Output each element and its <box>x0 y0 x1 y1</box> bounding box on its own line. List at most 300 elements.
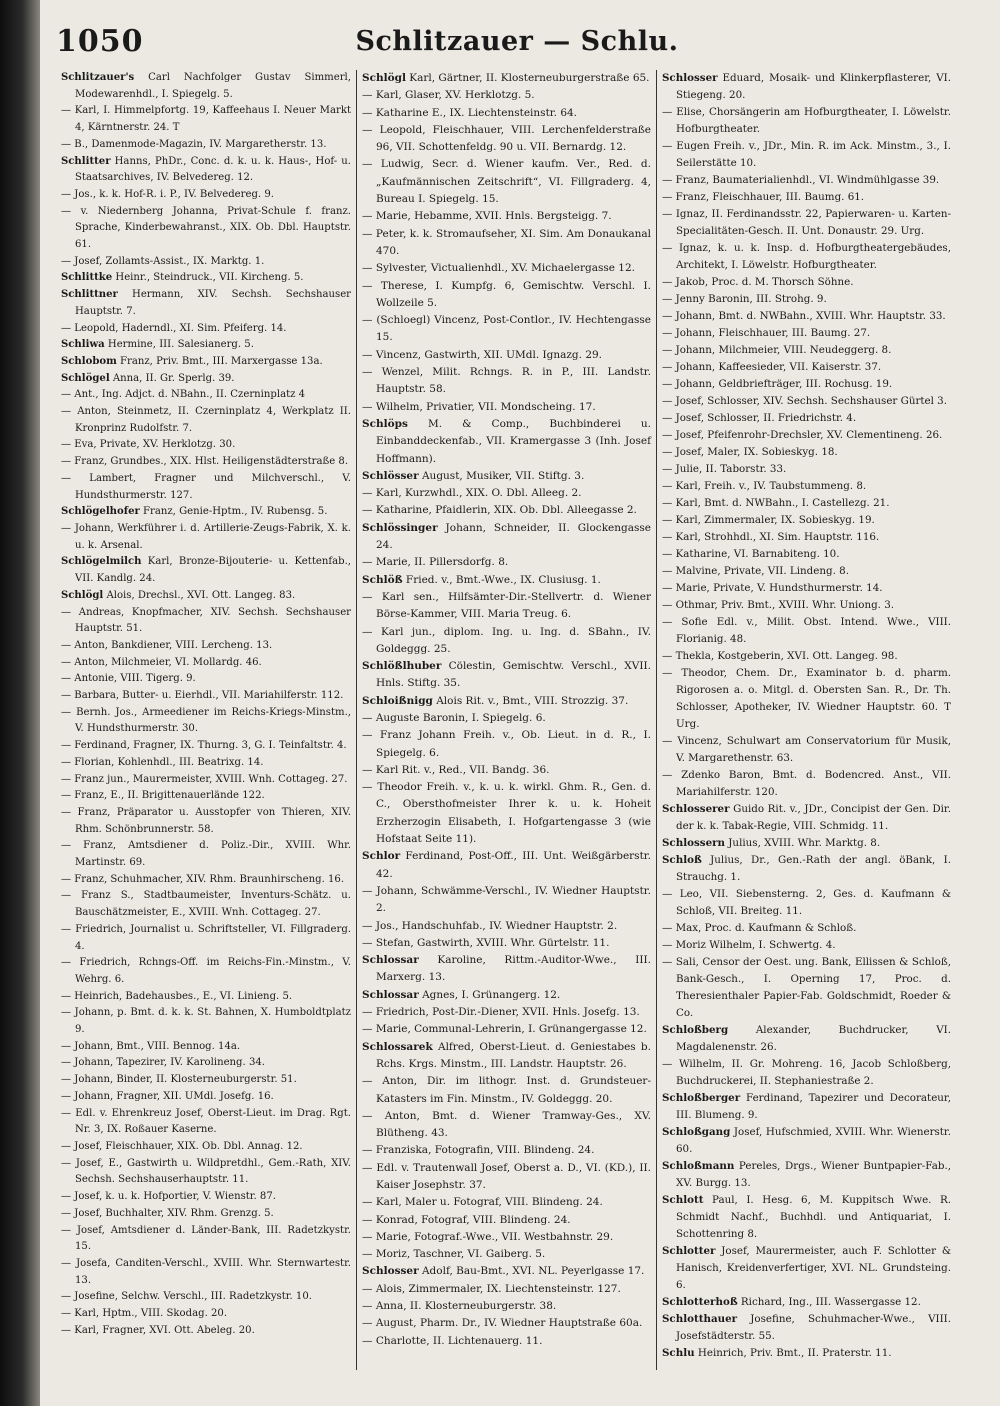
entry-text: — Josef, Amtsdiener d. Länder-Bank, III. Radetzkystr. 15. <box>61 1224 351 1253</box>
directory-entry <box>61 437 351 454</box>
directory-entry <box>362 1073 651 1108</box>
entry-text: — Jos., Handschuhfab., IV. Wiedner Hauptstr. 2. <box>362 919 618 932</box>
directory-entry <box>662 359 951 376</box>
entry-text: — Karl, Kurzwhdl., XIX. O. Dbl. Alleeg. 2. <box>362 487 582 500</box>
entry-text: — Anna, II. Klosterneuburgerstr. 38. <box>362 1300 557 1313</box>
entry-surname: Schlossar <box>362 954 419 967</box>
entry-text: — Karl, I. Himmelpfortg. 19, Kaffeehaus I. Neuer Markt 4, Kärntnerstr. 24. T <box>61 105 351 134</box>
directory-entry <box>61 1156 351 1189</box>
entry-surname: Schlittke <box>61 272 113 284</box>
entry-text: — Vincenz, Gastwirth, XII. UMdl. Ignazg. 29. <box>362 348 603 361</box>
entry-text: — Karl, Freih. v., IV. Taubstummeng. 8. <box>662 480 867 492</box>
directory-entry <box>61 1323 351 1340</box>
entry-text: — Ludwig, Secr. d. Wiener kaufm. Ver., Red. d. „Kaufmännischen Zeitschrift“, VI. Fillgraderg. 4, Bureau I. Spiegelg. 15. <box>362 158 651 206</box>
directory-entry <box>662 1158 951 1192</box>
directory-entry <box>362 1263 651 1280</box>
entry-text: — Karl, Zimmermaler, IX. Sobieskyg. 19. <box>662 514 875 526</box>
directory-entry <box>362 624 651 659</box>
directory-entry <box>362 278 651 313</box>
entry-text: — Josefa, Canditen-Verschl., XVIII. Whr. Sternwartestr. 13. <box>61 1257 351 1286</box>
entry-text: — Wilhelm, II. Gr. Mohreng. 16, Jacob Schloßberg, Buchdruckerei, II. Stephaniestraße 2. <box>662 1058 951 1087</box>
entry-text: Carl Nachfolger Gustav Simmerl, Modewarenhdl., I. Spiegelg. 5. <box>75 72 351 100</box>
entry-text: — Franz Johann Freih. v., Ob. Lieut. in d. R., I. Spiegelg. 6. <box>362 729 651 759</box>
entry-text: Karl, Gärtner, II. Klosterneuburgerstraße 65. <box>405 72 650 84</box>
directory-entry <box>61 504 351 521</box>
entry-text: — Ant., Ing. Adjct. d. NBahn., II. Czerninplatz 4 <box>61 389 306 401</box>
directory-entry <box>61 805 351 838</box>
entry-surname: Schlitter <box>61 155 111 167</box>
entry-text: — Franz, Fleischhauer, III. Baumg. 61. <box>662 191 865 203</box>
directory-entry <box>662 512 951 529</box>
entry-text: Josef, Maurermeister, auch F. Schlotter & Hanisch, Kreidenverfertiger, XVI. NL. Grundsteing. 6. <box>676 1245 951 1291</box>
directory-entry <box>662 206 951 240</box>
directory-entry <box>61 705 351 738</box>
entry-text: Ferdinand, Tapezirer und Decorateur, III. Blumeng. 9. <box>676 1092 951 1121</box>
directory-entry <box>662 325 951 342</box>
page-header <box>56 22 978 70</box>
directory-entry <box>662 138 951 172</box>
entry-surname: Schlossarek <box>362 1040 433 1053</box>
entry-text: — Johann, Binder, II. Klosterneuburgerstr. 51. <box>61 1074 297 1086</box>
entry-text: Richard, Ing., III. Wassergasse 12. <box>737 1296 921 1308</box>
directory-entry <box>61 1039 351 1056</box>
entry-text: Franz, Priv. Bmt., III. Marxergasse 13a. <box>116 355 323 367</box>
directory-entry <box>61 1055 351 1072</box>
entry-text: — Josefine, Selchw. Verschl., III. Radetzkystr. 10. <box>61 1291 312 1303</box>
directory-entry <box>362 883 651 918</box>
entry-text: — Johann, Fragner, XII. UMdl. Josefg. 16. <box>61 1090 274 1102</box>
directory-entry <box>61 1089 351 1106</box>
entry-surname: Schlögelmilch <box>61 556 142 568</box>
entry-surname: Schlossar <box>362 988 419 1001</box>
entry-text: — Karl jun., diplom. Ing. u. Ing. d. SBahn., IV. Goldeggg. 25. <box>362 625 651 655</box>
entry-text: — Johann, Bmt., VIII. Bennog. 14a. <box>61 1040 241 1052</box>
entry-surname: Schlosserer <box>662 803 730 815</box>
directory-entry <box>362 572 651 589</box>
directory-entry <box>662 886 951 920</box>
directory-entry <box>662 801 951 835</box>
directory-entry <box>662 495 951 512</box>
directory-entry <box>61 922 351 955</box>
entry-text: Fried. v., Bmt.-Wwe., IX. Clusiusg. 1. <box>402 573 601 586</box>
directory-entry <box>61 137 351 154</box>
directory-entry <box>61 671 351 688</box>
directory-entry <box>662 648 951 665</box>
directory-entry <box>362 1281 651 1298</box>
entry-text: — Johann, Werkführer i. d. Artillerie-Zeugs-Fabrik, X. k. u. k. Arsenal. <box>61 522 351 551</box>
entry-text: — Johann, Milchmeier, VIII. Neudeggerg. 8. <box>662 344 892 356</box>
directory-entry <box>362 710 651 727</box>
entry-surname: Schloßberger <box>662 1092 741 1104</box>
directory-entry <box>362 779 651 848</box>
directory-entry <box>61 387 351 404</box>
directory-entry <box>362 693 651 710</box>
directory-entry <box>362 1108 651 1143</box>
entry-text: — Johann, p. Bmt. d. k. k. St. Bahnen, X. Humboldtplatz 9. <box>61 1007 351 1036</box>
entry-surname: Schloßmann <box>662 1160 735 1172</box>
entry-text: — Florian, Kohlenhdl., III. Beatrixg. 14. <box>61 756 264 768</box>
entry-text: — Johann, Tapezirer, IV. Karolineng. 34. <box>61 1057 265 1069</box>
directory-entry <box>61 471 351 504</box>
directory-entry <box>662 1345 951 1362</box>
entry-text: — Leopold, Haderndl., XI. Sim. Pfeiferg. 14. <box>61 322 287 334</box>
directory-entry <box>362 1315 651 1332</box>
entry-text: — Edl. v. Ehrenkreuz Josef, Oberst-Lieut. im Drag. Rgt. Nr. 3, IX. Roßauer Kaserne. <box>61 1107 351 1136</box>
directory-entry <box>61 270 351 287</box>
directory-entry <box>662 529 951 546</box>
directory-entry <box>362 952 651 987</box>
entry-text: Johann, Schneider, II. Glockengasse 24. <box>376 521 651 552</box>
directory-entry <box>362 260 651 277</box>
entry-text: — Ignaz, k. u. k. Insp. d. Hofburgtheatergebäudes, Architekt, I. Löwelstr. Hofburgtheater. <box>662 242 951 271</box>
entry-text: — Franz, Grundbes., XIX. Hlst. Heiligenstädterstraße 8. <box>61 456 349 468</box>
entry-text: — Anton, Bankdiener, VIII. Lercheng. 13. <box>61 639 273 651</box>
directory-entry <box>61 605 351 638</box>
entry-text: — Marie, Communal-Lehrerin, I. Grünangergasse 12. <box>362 1023 647 1036</box>
directory-entry <box>61 287 351 320</box>
entry-text: Alfred, Oberst-Lieut. d. Geniestabes b. Rchs. Krgs. Minstm., III. Landstr. Hauptstr. 26. <box>376 1040 651 1070</box>
directory-entry <box>662 393 951 410</box>
directory-entry <box>662 1294 951 1311</box>
directory-entry <box>662 546 951 563</box>
entry-text: — Lambert, Fragner und Milchverschl., V. Hundsthurmerstr. 127. <box>61 472 351 501</box>
directory-entry <box>662 189 951 206</box>
directory-entry <box>61 755 351 772</box>
entry-text: Pereles, Drgs., Wiener Buntpapier-Fab., XV. Burgg. 13. <box>676 1160 951 1189</box>
directory-entry <box>61 1072 351 1089</box>
entry-text: — Johann, Geldbriefträger, III. Rochusg. 19. <box>662 378 893 390</box>
directory-entry <box>362 416 651 468</box>
directory-entry <box>662 1192 951 1243</box>
entry-text: — Johann, Fleischhauer, III. Baumg. 27. <box>662 327 871 339</box>
directory-entry <box>61 154 351 187</box>
directory-entry <box>662 240 951 274</box>
directory-entry <box>61 655 351 672</box>
entry-text: — Leopold, Fleischhauer, VIII. Lerchenfelderstraße 96, VII. Schottenfeldg. 90 u. VII. Bernardg. 12. <box>362 123 651 154</box>
column-2 <box>356 70 656 1370</box>
directory-entry <box>662 937 951 954</box>
directory-entry <box>61 788 351 805</box>
directory-entry <box>362 935 651 952</box>
entry-text: — Friedrich, Post-Dir.-Diener, XVII. Hnls. Josefg. 13. <box>362 1006 640 1019</box>
entry-text: Eduard, Mosaik- und Klinkerpflasterer, VI. Stiegeng. 20. <box>676 72 951 101</box>
directory-entry <box>662 614 951 648</box>
directory-entry <box>61 337 351 354</box>
directory-entry <box>662 444 951 461</box>
entry-text: — Theodor Freih. v., k. u. k. wirkl. Ghm. R., Gen. d. C., Obersthofmeister Ihrer k. u. k. Hoheit Erzherzogin Elisabeth, I. Hofgartengasse 3 (wie Hofstaat Seite 11). <box>362 781 651 846</box>
entry-text: — Josef, Zollamts-Assist., IX. Marktg. 1. <box>61 255 265 267</box>
page-number: 1050 <box>56 24 144 59</box>
directory-entry <box>61 1256 351 1289</box>
entry-surname: Schlor <box>362 850 401 863</box>
entry-text: — Sofie Edl. v., Milit. Obst. Intend. Wwe., VIII. Florianig. 48. <box>662 616 951 645</box>
entry-text: Paul, I. Hesg. 6, M. Kuppitsch Wwe. R. Schmidt Nachf., Buchhdl. und Antiquariat, I. Schottenring 8. <box>676 1194 951 1240</box>
entry-text: — Vincenz, Schulwart am Conservatorium für Musik, V. Margarethenstr. 63. <box>662 735 951 764</box>
entry-surname: Schlosser <box>662 72 718 84</box>
entry-surname: Schlöß <box>362 573 403 586</box>
entry-text: — Auguste Baronin, I. Spiegelg. 6. <box>362 711 546 724</box>
entry-surname: Schlossern <box>662 837 726 849</box>
entry-text: — Thekla, Kostgeberin, XVI. Ott. Langeg. 98. <box>662 650 898 662</box>
entry-text: — Karl, Strohhdl., XI. Sim. Hauptstr. 116. <box>662 531 880 543</box>
entry-text: — Max, Proc. d. Kaufmann & Schloß. <box>662 922 857 934</box>
directory-entry <box>362 105 651 122</box>
directory-entry <box>362 727 651 762</box>
directory-entry <box>662 580 951 597</box>
entry-text: Franz, Genie-Hptm., IV. Rubensg. 5. <box>139 506 328 518</box>
entry-text: — (Schloegl) Vincenz, Post-Contlor., IV. Hechtengasse 15. <box>362 314 651 344</box>
entry-text: Hermine, III. Salesianerg. 5. <box>104 339 254 351</box>
entry-text: Heinr., Steindruck., VII. Kircheng. 5. <box>112 272 304 284</box>
entry-text: Josef, Hufschmied, XVIII. Whr. Wienerstr. 60. <box>676 1126 951 1155</box>
directory-entry <box>662 427 951 444</box>
directory-entry <box>362 1212 651 1229</box>
directory-entry <box>61 1206 351 1223</box>
directory-entry <box>362 1021 651 1038</box>
entry-text: — Anton, Steinmetz, II. Czerninplatz 4, Werkplatz II. Kronprinz Rudolfstr. 7. <box>61 406 351 434</box>
entry-text: — Katharine, Pfaidlerin, XIX. Ob. Dbl. Alleegasse 2. <box>362 504 637 517</box>
entry-text: — Leo, VII. Siebensterng. 2, Ges. d. Kaufmann & Schloß, VII. Breiteg. 11. <box>662 888 951 917</box>
column-3 <box>656 70 956 1370</box>
entry-text: — Anton, Bmt. d. Wiener Tramway-Ges., XV. Blütheng. 43. <box>362 1109 651 1140</box>
entry-text: Hermann, XIV. Sechsh. Sechshauser Hauptstr. 7. <box>75 289 351 317</box>
entry-text: — Franz S., Stadtbaumeister, Inventurs-Schätz. u. Bauschätzmeister, E., XVIII. Wnh. Cottageg. 27. <box>61 890 351 919</box>
entry-text: August, Musiker, VII. Stiftg. 3. <box>418 469 585 482</box>
directory-entry <box>362 364 651 399</box>
directory-entry <box>362 987 651 1004</box>
directory-entry <box>362 1160 651 1195</box>
directory-entry <box>362 156 651 208</box>
entry-text: — Eva, Private, XV. Herklotzg. 30. <box>61 439 236 451</box>
entry-text: — Edl. v. Trautenwall Josef, Oberst a. D., VI. (KD.), II. Kaiser Josephstr. 37. <box>362 1161 651 1191</box>
directory-entry <box>662 172 951 189</box>
entry-surname: Schlotthauer <box>662 1313 738 1325</box>
entry-text: — Eugen Freih. v., JDr., Min. R. im Ack. Minstm., 3., I. Seilerstätte 10. <box>662 140 951 169</box>
entry-text: — Moriz Wilhelm, I. Schwertg. 4. <box>662 939 836 951</box>
directory-entry <box>362 347 651 364</box>
directory-entry <box>362 87 651 104</box>
entry-surname: Schloißnigg <box>362 694 433 707</box>
directory-entry <box>61 588 351 605</box>
directory-entry <box>362 762 651 779</box>
directory-entry <box>61 404 351 437</box>
directory-entry <box>61 103 351 136</box>
directory-entry <box>61 888 351 921</box>
entry-text: — Katharine E., IX. Liechtensteinstr. 64. <box>362 106 578 119</box>
entry-text: — Karl Rit. v., Red., VII. Bandg. 36. <box>362 763 550 776</box>
entry-text: — Josef, Buchhalter, XIV. Rhm. Grenzg. 5. <box>61 1207 274 1219</box>
entry-text: Alexander, Buchdrucker, VI. Magdalenenstr. 26. <box>676 1024 951 1053</box>
entry-text: Cölestin, Gemischtw. Verschl., XVII. Hnls. Stiftg. 35. <box>376 660 651 690</box>
entry-text: — Franz, Amtsdiener d. Poliz.-Dir., XVIII. Whr. Martinstr. 69. <box>61 840 351 869</box>
entry-text: — Antonie, VIII. Tigerg. 9. <box>61 673 196 685</box>
entry-text: — Jos., k. k. Hof-R. i. P., IV. Belvedereg. 9. <box>61 188 274 200</box>
entry-text: — Karl, Maler u. Fotograf, VIII. Blindeng. 24. <box>362 1196 603 1209</box>
directory-entry <box>662 733 951 767</box>
entry-surname: Schlöps <box>362 417 408 430</box>
entry-text: — Johann, Kaffeesieder, VII. Kaiserstr. 37. <box>662 361 882 373</box>
entry-text: — Josef, Schlosser, II. Friedrichstr. 4. <box>662 412 857 424</box>
entry-text: — Stefan, Gastwirth, XVIII. Whr. Gürtelstr. 11. <box>362 936 610 949</box>
entry-surname: Schlögel <box>61 372 110 384</box>
entry-text: — B., Damenmode-Magazin, IV. Margaretherstr. 13. <box>61 138 327 150</box>
entry-text: — Wenzel, Milit. Rchngs. R. in P., III. Landstr. Hauptstr. 58. <box>362 366 651 396</box>
entry-columns <box>56 70 978 1370</box>
entry-surname: Schlu <box>662 1347 695 1359</box>
entry-text: — Ignaz, II. Ferdinandsstr. 22, Papierwaren- u. Karten-Specialitäten-Gesch. II. Unt. Donaustr. 29. Urg. <box>662 208 951 237</box>
entry-text: — Josef, Fleischhauer, XIX. Ob. Dbl. Annag. 12. <box>61 1141 303 1152</box>
entry-text: — Karl, Glaser, XV. Herklotzg. 5. <box>362 89 535 102</box>
entry-text: — Johann, Schwämme-Verschl., IV. Wiedner Hauptstr. 2. <box>362 884 651 915</box>
entry-surname: Schloßgang <box>662 1126 731 1138</box>
directory-entry <box>362 520 651 555</box>
directory-entry <box>362 468 651 485</box>
entry-text: — Johann, Bmt. d. NWBahn., XVIII. Whr. Hauptstr. 33. <box>662 310 946 322</box>
entry-text: Adolf, Bau-Bmt., XVI. NL. Peyerlgasse 17. <box>418 1265 645 1278</box>
directory-entry <box>662 342 951 359</box>
entry-text: — Karl, Hptm., VIII. Skodag. 20. <box>61 1308 228 1320</box>
entry-text: — Peter, k. k. Stromaufseher, XI. Sim. Am Donaukanal 470. <box>362 227 651 257</box>
directory-entry <box>362 1229 651 1246</box>
entry-surname: Schlosser <box>362 1265 419 1278</box>
entry-text: Josefine, Schuhmacher-Wwe., VIII. Josefstädterstr. 55. <box>676 1313 951 1342</box>
entry-text: Julius, XVIII. Whr. Marktg. 8. <box>725 837 881 849</box>
entry-surname: Schlößlhuber <box>362 660 442 673</box>
entry-text: Karoline, Rittm.-Auditor-Wwe., III. Marxerg. 13. <box>376 954 651 984</box>
directory-entry <box>662 1022 951 1056</box>
entry-text: — Wilhelm, Privatier, VII. Mondscheing. 17. <box>362 400 596 413</box>
directory-entry <box>61 688 351 705</box>
directory-entry <box>662 954 951 1022</box>
entry-text: — Moriz, Taschner, VI. Gaiberg. 5. <box>362 1248 546 1261</box>
entry-text: — Jenny Baronin, III. Strohg. 9. <box>662 293 827 305</box>
directory-entry <box>662 1311 951 1345</box>
directory-entry <box>362 1246 651 1263</box>
directory-entry <box>362 1039 651 1074</box>
directory-entry <box>362 1333 651 1350</box>
entry-text: — Marie, Private, V. Hundsthurmerstr. 14. <box>662 582 883 594</box>
directory-entry <box>61 872 351 889</box>
entry-text: — Jakob, Proc. d. M. Thorsch Söhne. <box>662 276 854 288</box>
directory-entry <box>662 920 951 937</box>
entry-text: — Anton, Dir. im lithogr. Inst. d. Grundsteuer-Katasters im Fin. Minstm., IV. Goldeggg. 20. <box>362 1075 651 1105</box>
directory-entry <box>61 254 351 271</box>
directory-entry <box>362 502 651 519</box>
entry-text: — Marie, II. Pillersdorfg. 8. <box>362 556 509 569</box>
directory-entry <box>61 70 351 103</box>
entry-text: — Karl sen., Hilfsämter-Dir.-Stellvertr. d. Wiener Börse-Kammer, VIII. Maria Treug. 6. <box>362 590 651 621</box>
directory-entry <box>662 1056 951 1090</box>
directory-entry <box>662 852 951 886</box>
directory-entry <box>662 308 951 325</box>
directory-entry <box>362 399 651 416</box>
entry-text: — Karl, Fragner, XVI. Ott. Abeleg. 20. <box>61 1324 255 1336</box>
directory-entry <box>61 838 351 871</box>
entry-text: — Franz jun., Maurermeister, XVIII. Wnh. Cottageg. 27. <box>61 773 348 785</box>
entry-text: — Theodor, Chem. Dr., Examinator b. d. pharm. Rigorosen a. o. Mitgl. d. Obersten San. R., Dr. Th. Schlosser, Apotheker, IV. Wiedner Hauptstr. 60. T Urg. <box>662 667 951 730</box>
directory-entry <box>61 738 351 755</box>
entry-text: — Franz, Schuhmacher, XIV. Rhm. Braunhirscheng. 16. <box>61 873 345 885</box>
entry-surname: Schlögelhofer <box>61 506 140 518</box>
entry-text: — Franz, Baumaterialienhdl., VI. Windmühlgasse 39. <box>662 174 940 186</box>
entry-text: Hanns, PhDr., Conc. d. k. u. k. Haus-, Hof- u. Staatsarchives, IV. Belvedereg. 12. <box>75 155 351 184</box>
entry-text: — Heinrich, Badehausbes., E., VI. Linieng. 5. <box>61 990 293 1002</box>
directory-entry <box>662 1124 951 1158</box>
entry-text: Julius, Dr., Gen.-Rath der angl. öBank, I. Strauchg. 1. <box>676 854 951 883</box>
directory-entry <box>662 1090 951 1124</box>
directory-entry <box>362 554 651 571</box>
entry-text: M. & Comp., Buchbinderei u. Einbanddeckenfab., VII. Kramergasse 3 (Inh. Josef Hoffmann). <box>376 417 651 465</box>
directory-entry <box>61 1106 351 1139</box>
entry-surname: Schlögl <box>61 589 104 601</box>
entry-surname: Schlösser <box>362 469 419 482</box>
directory-entry <box>61 204 351 254</box>
entry-text: Agnes, I. Grünangerg. 12. <box>418 988 561 1001</box>
entry-text: — Malvine, Private, VII. Lindeng. 8. <box>662 565 849 577</box>
entry-text: Alois Rit. v., Bmt., VIII. Strozzig. 37. <box>432 694 629 707</box>
directory-entry <box>61 1306 351 1323</box>
entry-text: — Zdenko Baron, Bmt. d. Bodencred. Anst., VII. Mariahilferstr. 120. <box>662 769 951 798</box>
entry-text: — v. Niedernberg Johanna, Privat-Schule f. franz. Sprache, Kinderbewahranst., XIX. Ob. Dbl. Hauptstr. 61. <box>61 205 351 251</box>
directory-entry <box>662 767 951 801</box>
directory-entry <box>362 589 651 624</box>
directory-entry <box>61 1005 351 1038</box>
entry-surname: Schliwa <box>61 339 105 351</box>
directory-entry <box>61 1289 351 1306</box>
directory-entry <box>662 563 951 580</box>
directory-entry <box>662 274 951 291</box>
directory-entry <box>61 371 351 388</box>
directory-entry <box>362 1142 651 1159</box>
entry-text: — Josef, Schlosser, XIV. Sechsh. Sechshauser Gürtel 3. <box>662 395 948 407</box>
directory-entry <box>662 104 951 138</box>
directory-entry <box>362 848 651 883</box>
directory-entry <box>662 70 951 104</box>
entry-text: — Friedrich, Journalist u. Schriftsteller, VI. Fillgraderg. 4. <box>61 923 351 952</box>
entry-text: — Karl, Bmt. d. NWBahn., I. Castellezg. 21. <box>662 497 890 509</box>
entry-text: — Franziska, Fotografin, VIII. Blindeng. 24. <box>362 1144 595 1157</box>
entry-text: — Alois, Zimmermaler, IX. Liechtensteinstr. 127. <box>362 1282 621 1295</box>
directory-entry <box>362 1004 651 1021</box>
entry-surname: Schlotterhoß <box>662 1296 738 1308</box>
entry-surname: Schloßberg <box>662 1024 729 1036</box>
directory-entry <box>362 226 651 261</box>
entry-text: Ferdinand, Post-Off., III. Unt. Weißgärberstr. 42. <box>376 850 651 880</box>
directory-entry <box>61 354 351 371</box>
entry-text: — Friedrich, Rchngs-Off. im Reichs-Fin.-Minstm., V. Wehrg. 6. <box>61 957 351 985</box>
directory-entry <box>662 376 951 393</box>
entry-surname: Schlobom <box>61 355 117 367</box>
entry-text: — Othmar, Priv. Bmt., XVIII. Whr. Uniong. 3. <box>662 599 895 611</box>
entry-text: — Andreas, Knopfmacher, XIV. Sechsh. Sechshauser Hauptstr. 51. <box>61 606 351 635</box>
directory-entry <box>61 1189 351 1206</box>
directory-entry <box>61 638 351 655</box>
directory-entry <box>362 70 651 87</box>
entry-text: — Charlotte, II. Lichtenauerg. 11. <box>362 1334 543 1347</box>
entry-surname: Schlössinger <box>362 521 438 534</box>
entry-text: — Sali, Censor der Oest. ung. Bank, Ellissen & Schloß, Bank-Gesch., I. Operning 17, Proc. d. Theresienthaler Papier-Fab. Goldschmidt, Roeder & Co. <box>662 956 951 1019</box>
entry-text: — Katharine, VI. Barnabiteng. 10. <box>662 548 840 560</box>
directory-entry <box>662 461 951 478</box>
entry-text: — Konrad, Fotograf, VIII. Blindeng. 24. <box>362 1213 571 1226</box>
directory-entry <box>61 321 351 338</box>
entry-text: Guido Rit. v., JDr., Concipist der Gen. Dir. der k. k. Tabak-Regie, VIII. Schmidg. 11. <box>676 803 951 832</box>
entry-text: — Sylvester, Victualienhdl., XV. Michaelergasse 12. <box>362 262 635 275</box>
entry-text: — Therese, I. Kumpfg. 6, Gemischtw. Verschl. I. Wollzeile 5. <box>362 279 651 309</box>
entry-surname: Schloß <box>662 854 702 866</box>
directory-entry <box>362 312 651 347</box>
directory-entry <box>662 835 951 852</box>
